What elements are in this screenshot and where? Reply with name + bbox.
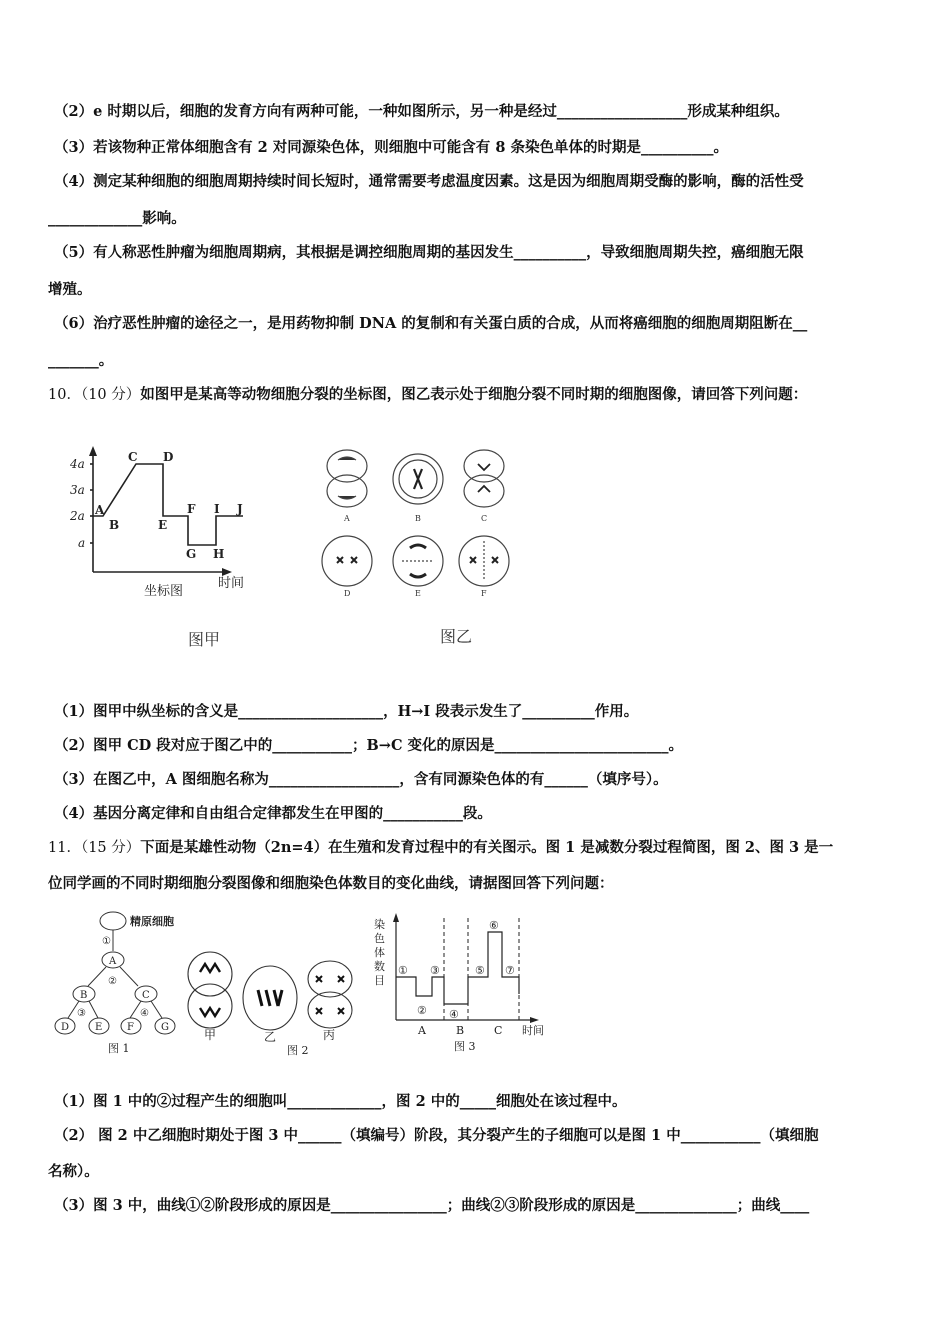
q9-part4-line1: （4）测定某种细胞的细胞周期持续时间长短时，通常需要考虑温度因素。这是因为细胞周期受酶的影响，酶的活性受 — [54, 173, 804, 190]
fig3-y-char-3: 体 — [374, 946, 385, 959]
yi-label-b: B — [415, 514, 421, 523]
jia-point-j: J — [237, 502, 243, 516]
jia-point-g: G — [186, 547, 197, 561]
yi-cell-b — [393, 454, 443, 504]
fig3-y-label — [374, 917, 389, 987]
fig1-step-1: ① — [102, 936, 111, 947]
q11-part3: （3）图 3 中，曲线①②阶段形成的原因是________________；曲线②③阶段形成的原因是______________；曲线____ — [54, 1197, 810, 1214]
q9-part2: （2）e 时期以后，细胞的发育方向有两种可能，一种如图所示，另一种是经过__________________形成某种组织。 — [54, 103, 789, 120]
q11-stem-line2: 位同学画的不同时期细胞分裂图像和细胞染色体数目的变化曲线，请据图回答下列问题： — [48, 875, 614, 892]
fig2-caption: 图 2 — [287, 1044, 309, 1056]
yi-label-c: C — [481, 514, 488, 523]
q9-part5-line2: 增殖。 — [48, 281, 92, 298]
fig3-stage-5: ⑤ — [475, 964, 485, 977]
figure-yi-cell-images — [318, 444, 528, 649]
yi-caption: 图乙 — [440, 627, 473, 646]
fig1-label-b: B — [80, 990, 88, 1001]
q9-part6-line2: _______。 — [48, 352, 114, 369]
fig2-cell-jia — [188, 952, 232, 1028]
jia-x-label: 时间 — [218, 576, 245, 591]
q9-part6-line1: （6）治疗恶性肿瘤的途径之一，是用药物抑制 DNA 的复制和有关蛋白质的合成，从而将癌细胞的细胞周期阻断在__ — [54, 315, 808, 332]
q11-part2-line1: （2） 图 2 中乙细胞时期处于图 3 中______（填编号）阶段，其分裂产生的子细胞可以是图 1 中___________（填细胞 — [54, 1127, 819, 1144]
jia-point-e: E — [158, 518, 168, 532]
fig2-label-yi: 乙 — [264, 1030, 277, 1044]
yi-label-e: E — [415, 589, 421, 598]
figure-1-meiosis-diagram — [46, 906, 186, 1066]
q11-header — [48, 838, 833, 858]
jia-subtitle: 坐标图 — [144, 584, 184, 599]
q9-part4-line2: _____________影响。 — [48, 210, 186, 227]
fig3-caption: 图 3 — [454, 1040, 476, 1053]
q10-part4: （4）基因分离定律和自由组合定律都发生在甲图的___________段。 — [54, 805, 492, 822]
figure-2-cell-images — [182, 946, 357, 1056]
jia-point-f: F — [187, 502, 196, 516]
figure-jia-coordinate-graph — [66, 442, 256, 657]
jia-point-h: H — [213, 547, 225, 561]
fig3-stage-6: ⑥ — [489, 919, 499, 932]
yi-cell-f — [459, 536, 509, 586]
q11-score: （15 分） — [80, 840, 141, 856]
fig1-label-g: G — [161, 1022, 169, 1033]
jia-y-label-a: a — [78, 536, 86, 550]
fig2-label-jia: 甲 — [204, 1028, 217, 1042]
jia-y-label-2a: 2a — [70, 509, 85, 523]
fig3-tick-a: A — [418, 1024, 426, 1037]
q11-part1: （1）图 1 中的②过程产生的细胞叫_____________，图 2 中的_____细胞处在该过程中。 — [54, 1093, 627, 1110]
fig2-cell-bing — [308, 961, 352, 1028]
jia-y-label-3a: 3a — [70, 483, 85, 497]
fig3-x-label: 时间 — [522, 1024, 544, 1037]
fig1-step-4: ④ — [140, 1008, 149, 1019]
fig1-label-c: C — [142, 990, 150, 1001]
q11-part2-line2: 名称）。 — [48, 1163, 99, 1180]
fig3-curve — [396, 932, 519, 1004]
q10-part1: （1）图甲中纵坐标的含义是____________________，H→I 段表示发生了__________作用。 — [54, 703, 639, 720]
q10-header — [48, 385, 807, 405]
fig1-label-e: E — [95, 1022, 103, 1033]
jia-point-a: A — [95, 503, 105, 517]
q9-part3: （3）若该物种正常体细胞含有 2 对同源染色体，则细胞中可能含有 8 条染色单体的时期是__________。 — [54, 139, 728, 156]
fig1-label-a: A — [109, 956, 117, 967]
figure-3-chromosome-curve — [370, 910, 560, 1058]
q10-stem: 如图甲是某高等动物细胞分裂的坐标图，图乙表示处于细胞分裂不同时期的细胞图像，请回答下列问题： — [140, 386, 808, 403]
yi-cell-e — [393, 536, 443, 586]
yi-label-d: D — [344, 589, 351, 598]
fig1-node-top — [100, 912, 126, 930]
fig2-cell-yi — [243, 966, 297, 1030]
yi-cell-c — [464, 450, 504, 507]
jia-curve — [93, 464, 243, 545]
fig3-y-char-1: 染 — [374, 918, 385, 931]
fig3-y-char-5: 目 — [374, 974, 385, 987]
jia-y-arrow — [89, 446, 97, 456]
jia-y-label-4a: 4a — [70, 457, 85, 471]
fig1-label-f: F — [127, 1022, 134, 1033]
q11-stem-line1: 下面是某雄性动物（2n=4）在生殖和发育过程中的有关图示。图 1 是减数分裂过程简图，图 2、图 3 是一 — [140, 839, 834, 856]
q10-score: （10 分） — [80, 387, 141, 403]
yi-label-f: F — [481, 589, 487, 598]
fig3-stage-7: ⑦ — [505, 964, 515, 977]
fig3-stage-2: ② — [417, 1004, 427, 1017]
fig2-label-bing: 丙 — [323, 1028, 336, 1042]
fig3-tick-c: C — [494, 1024, 503, 1037]
fig3-y-char-4: 数 — [374, 960, 385, 973]
q10-part3: （3）在图乙中，A 图细胞名称为__________________，含有同源染色体的有______（填序号）。 — [54, 771, 668, 788]
q9-part5-line1: （5）有人称恶性肿瘤为细胞周期病，其根据是调控细胞周期的基因发生__________，导致细胞周期失控，癌细胞无限 — [54, 244, 804, 261]
fig1-step-3: ③ — [77, 1008, 86, 1019]
fig3-stage-3: ③ — [430, 964, 440, 977]
yi-cell-d — [322, 536, 372, 586]
jia-caption: 图甲 — [188, 630, 221, 649]
fig3-stage-4: ④ — [449, 1008, 459, 1021]
q11-number: 11． — [48, 840, 81, 856]
jia-x-arrow — [222, 568, 232, 576]
jia-point-c: C — [128, 450, 138, 464]
fig1-step-2: ② — [108, 976, 117, 987]
fig3-stage-1: ① — [398, 964, 408, 977]
fig1-top-label: 精原细胞 — [130, 915, 174, 928]
jia-point-d: D — [163, 450, 174, 464]
q10-part2: （2）图甲 CD 段对应于图乙中的___________；B→C 变化的原因是________________________。 — [54, 737, 684, 754]
jia-point-b: B — [109, 518, 120, 532]
yi-label-a: A — [344, 514, 350, 523]
q10-number: 10． — [48, 387, 81, 403]
fig1-label-d: D — [61, 1022, 70, 1033]
yi-cell-a — [327, 450, 367, 507]
fig3-tick-b: B — [456, 1024, 465, 1037]
fig3-y-char-2: 色 — [374, 932, 385, 945]
jia-point-i: I — [214, 502, 220, 516]
fig1-caption: 图 1 — [108, 1042, 130, 1055]
